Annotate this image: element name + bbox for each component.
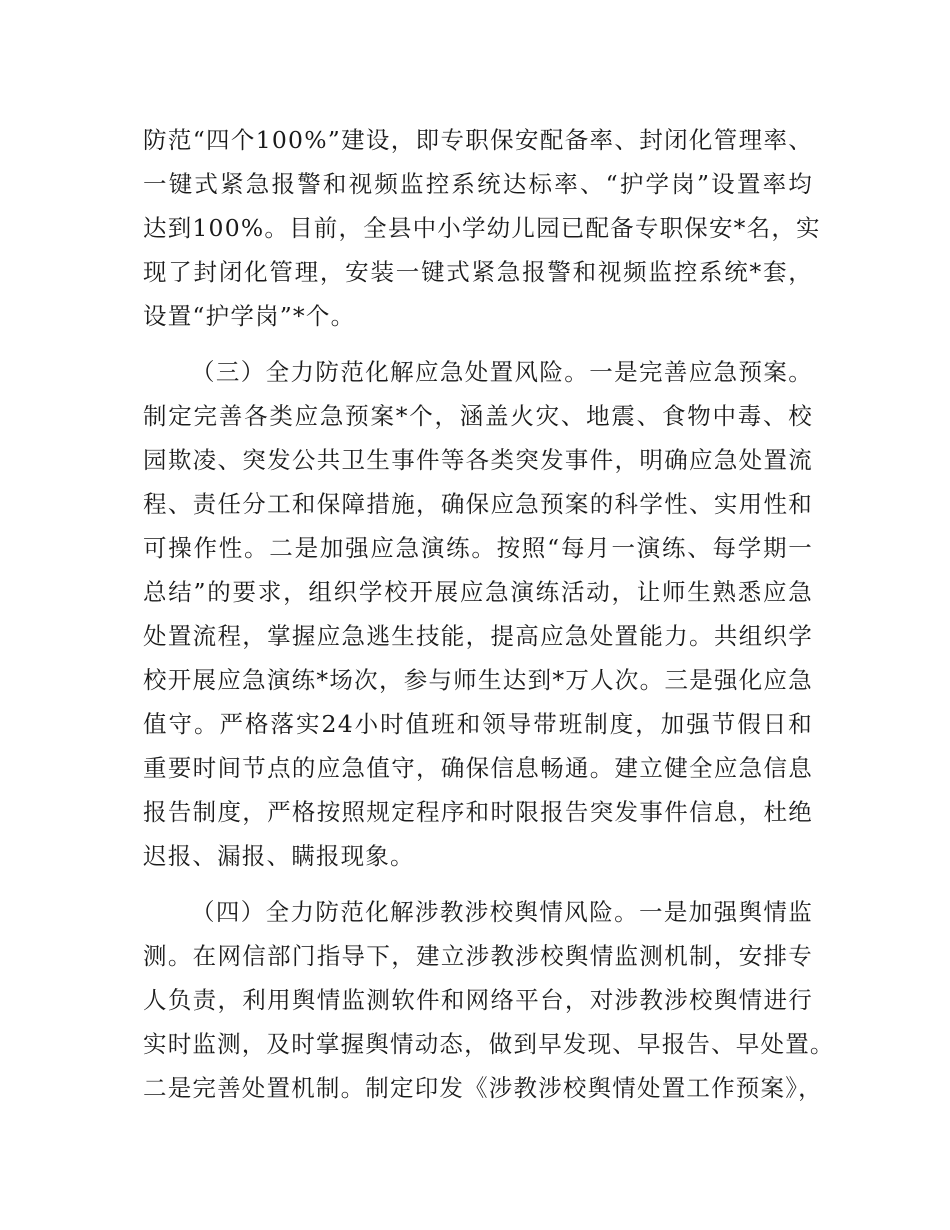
text-line: 处置流程，掌握应急逃生技能，提高应急处置能力。共组织学 (143, 622, 813, 650)
text-line: 重要时间节点的应急值守，确保信息畅通。建立健全应急信息 (143, 754, 813, 782)
text-line: 人负责，利用舆情监测软件和网络平台，对涉教涉校舆情进行 (143, 986, 813, 1014)
text-line: 现了封闭化管理，安装一键式紧急报警和视频监控系统*套， (143, 258, 813, 286)
text-line: 园欺凌、突发公共卫生事件等各类突发事件，明确应急处置流 (143, 446, 813, 474)
text-line: 达到100%。目前，全县中小学幼儿园已配备专职保安*名，实 (143, 214, 821, 242)
text-line: 防范“四个100%”建设，即专职保安配备率、封闭化管理率、 (143, 126, 813, 154)
paragraph-public-opinion (143, 890, 835, 1110)
section-heading-line: （三）全力防范化解应急处置风险。一是完善应急预案。 (191, 358, 813, 386)
text-line: 设置“护学岗”*个。 (143, 302, 356, 330)
text-line: 可操作性。二是加强应急演练。按照“每月一演练、每学期一 (143, 534, 813, 562)
text-line: 值守。严格落实24小时值班和领导带班制度，加强节假日和 (143, 710, 813, 738)
paragraph-emergency-response (143, 350, 813, 878)
text-line: 实时监测，及时掌握舆情动态，做到早发现、早报告、早处置。 (143, 1030, 835, 1058)
text-line: 测。在网信部门指导下，建立涉教涉校舆情监测机制，安排专 (143, 942, 813, 970)
text-line: 总结”的要求，组织学校开展应急演练活动，让师生熟悉应急 (143, 578, 813, 606)
paragraph-security-measures (143, 118, 821, 338)
text-line: 迟报、漏报、瞒报现象。 (143, 842, 415, 870)
text-line: 报告制度，严格按照规定程序和时限报告突发事件信息，杜绝 (143, 798, 813, 826)
text-line: 二是完善处置机制。制定印发《涉教涉校舆情处置工作预案》， (143, 1074, 823, 1102)
text-line: 一键式紧急报警和视频监控系统达标率、“护学岗”设置率均 (143, 170, 813, 198)
text-line: 程、责任分工和保障措施，确保应急预案的科学性、实用性和 (143, 490, 813, 518)
section-heading-line: （四）全力防范化解涉教涉校舆情风险。一是加强舆情监 (191, 898, 813, 926)
document-body (143, 118, 835, 1110)
text-line: 制定完善各类应急预案*个，涵盖火灾、地震、食物中毒、校 (143, 402, 813, 430)
text-line: 校开展应急演练*场次，参与师生达到*万人次。三是强化应急 (143, 666, 813, 694)
